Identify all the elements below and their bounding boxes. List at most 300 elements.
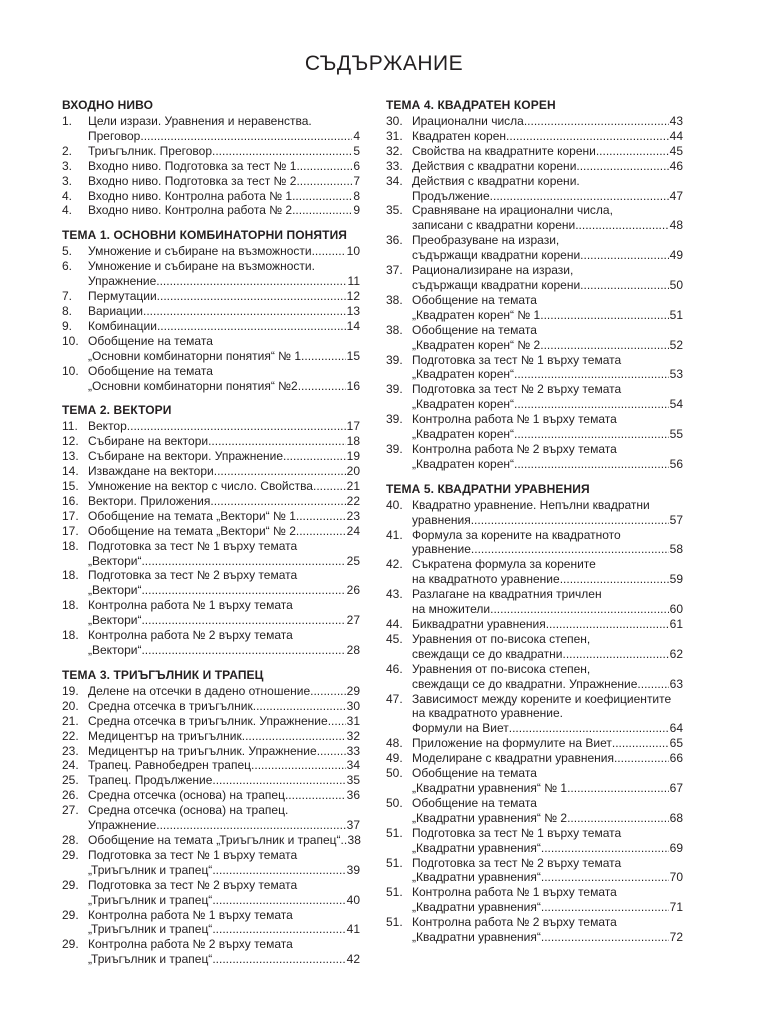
entry-title-line: Цели изрази. Уравнения и неравенства. xyxy=(88,114,312,128)
toc-entry[interactable] xyxy=(386,203,683,233)
entry-title-line: „Квадратен корен“ xyxy=(412,427,515,442)
dot-leader xyxy=(509,721,669,736)
toc-entry[interactable] xyxy=(62,334,360,364)
toc-entry[interactable] xyxy=(386,233,683,263)
dot-leader xyxy=(285,788,346,803)
dot-leader xyxy=(156,818,345,833)
entry-title-line: Обобщение на темата xyxy=(412,322,537,337)
toc-entry[interactable] xyxy=(62,449,360,464)
entry-title-line: Триъгълник. Преговор xyxy=(88,143,213,158)
toc-entry[interactable] xyxy=(386,144,683,159)
dot-leader xyxy=(328,714,346,729)
dot-leader xyxy=(251,758,346,773)
toc-entry[interactable] xyxy=(62,494,360,509)
page-number: 60 xyxy=(669,602,683,617)
entry-title-line: Свойства на квадратните корени xyxy=(412,143,596,158)
entry-number: 4. xyxy=(62,188,73,203)
entry-title-line: „Вектори“ xyxy=(88,553,142,568)
page-number: 33 xyxy=(346,743,360,758)
toc-entry[interactable] xyxy=(62,203,360,218)
entry-title-line: Умножение и събиране на възможности xyxy=(88,244,312,259)
toc-entry[interactable] xyxy=(62,319,360,334)
entry-number: 29. xyxy=(62,877,79,892)
dot-leader xyxy=(541,870,669,885)
toc-section xyxy=(62,227,360,393)
page-number: 46 xyxy=(669,158,683,173)
dot-leader xyxy=(140,129,352,144)
page-number: 25 xyxy=(346,553,360,568)
page-number: 40 xyxy=(346,892,360,907)
entry-title-line: Вариации xyxy=(88,303,144,318)
dot-leader xyxy=(157,319,346,334)
toc-entry[interactable] xyxy=(62,479,360,494)
entry-title-line: Подготовка за тест № 1 върху темата xyxy=(412,825,622,840)
dot-leader xyxy=(567,781,669,796)
toc-entry[interactable] xyxy=(386,617,683,632)
entry-title-line: Комбинации xyxy=(88,318,157,333)
page-number: 34 xyxy=(346,758,360,773)
entry-title-line: Входно ниво. Подготовка за тест № 1 xyxy=(88,158,297,173)
toc-entry[interactable] xyxy=(62,714,360,729)
entry-title-line: „Квадратни уравнения“ xyxy=(412,930,541,945)
dot-leader xyxy=(298,379,346,394)
entry-number: 51. xyxy=(386,825,403,840)
toc-entry[interactable] xyxy=(386,736,683,751)
page-title: СЪДЪРЖАНИЕ xyxy=(304,52,464,75)
page-number: 61 xyxy=(669,617,683,631)
dot-leader xyxy=(212,893,345,908)
dot-leader xyxy=(541,841,669,856)
dot-leader xyxy=(612,736,669,751)
entry-number: 43. xyxy=(386,587,403,602)
dot-leader xyxy=(580,278,668,293)
page-number: 30 xyxy=(346,698,360,713)
entry-number: 16. xyxy=(62,493,79,508)
toc-entry[interactable] xyxy=(386,498,683,528)
dot-leader xyxy=(292,189,352,204)
entry-number: 17. xyxy=(62,523,79,538)
toc-entry[interactable] xyxy=(386,382,683,412)
dot-leader xyxy=(575,218,668,233)
page-number: 59 xyxy=(669,572,683,587)
entry-title-line: Упражнение xyxy=(88,818,157,833)
toc-entry[interactable] xyxy=(62,699,360,714)
entry-number: 50. xyxy=(386,795,403,810)
entry-title-line: Биквадратни уравнения xyxy=(412,617,546,631)
entry-number: 29. xyxy=(62,847,79,862)
toc-entry[interactable] xyxy=(386,662,683,692)
page-number: 12 xyxy=(346,289,360,304)
toc-entry[interactable] xyxy=(386,129,683,144)
entry-title-line: Ирационални числа xyxy=(412,114,524,128)
entry-number: 21. xyxy=(62,713,79,728)
page-number: 35 xyxy=(346,773,360,788)
entry-number: 28. xyxy=(62,832,79,847)
dot-leader xyxy=(506,129,669,144)
page-number: 45 xyxy=(669,143,683,158)
toc-entry[interactable] xyxy=(62,524,360,539)
toc-entry[interactable] xyxy=(386,632,683,662)
entry-title-line: Рационализиране на изрази, xyxy=(412,263,574,278)
dot-leader xyxy=(212,922,345,937)
entry-title-line: Съкратена формула за корените xyxy=(412,557,596,572)
page-number: 72 xyxy=(669,930,683,945)
dot-leader xyxy=(283,449,346,464)
page-number: 21 xyxy=(346,479,360,494)
entry-number: 38. xyxy=(386,292,403,307)
entry-title-line: Входно ниво. Подготовка за тест № 2 xyxy=(88,173,297,188)
entry-title-line: на квадратното уравнение xyxy=(412,572,560,587)
page-number: 5 xyxy=(353,143,360,158)
dot-leader xyxy=(540,308,668,323)
entry-number: 7. xyxy=(62,289,73,304)
entry-title-line: Медицентър на триъгълник xyxy=(88,728,242,743)
entry-title-line: Разлагане на квадратния тричлен xyxy=(412,587,602,602)
entry-number: 38. xyxy=(386,322,403,337)
toc-entry[interactable] xyxy=(62,908,360,938)
toc-entry[interactable] xyxy=(62,568,360,598)
page-number: 67 xyxy=(669,780,683,795)
section-heading: ТЕМА 5. КВАДРАТНИ УРАВНЕНИЯ xyxy=(386,481,590,496)
entry-title-line: Вектор xyxy=(88,419,127,434)
dot-leader xyxy=(156,274,346,289)
dot-leader xyxy=(141,583,345,598)
entry-title-line: Контролна работа № 1 върху темата xyxy=(412,412,617,427)
entry-number: 5. xyxy=(62,244,73,259)
dot-leader xyxy=(141,613,345,628)
entry-number: 47. xyxy=(386,691,403,706)
entry-title-line: Преобразуване на изрази, xyxy=(412,233,560,248)
entry-number: 29. xyxy=(62,907,79,922)
toc-entry[interactable] xyxy=(62,259,360,289)
page-number: 23 xyxy=(346,508,360,523)
page-number: 66 xyxy=(669,751,683,766)
toc-entry[interactable] xyxy=(386,442,683,472)
section-heading: ТЕМА 4. КВАДРАТЕН КОРЕН xyxy=(386,98,556,112)
dot-leader xyxy=(490,602,669,617)
toc-section xyxy=(386,97,683,472)
entry-title-line: Формули на Виет xyxy=(412,721,509,736)
page-number: 43 xyxy=(669,114,683,128)
toc-entry[interactable] xyxy=(62,937,360,967)
entry-title-line: Квадратен корен xyxy=(412,128,507,143)
entry-number: 32. xyxy=(386,143,403,158)
dot-leader xyxy=(242,729,346,744)
dot-leader xyxy=(312,244,346,259)
entry-number: 29. xyxy=(62,937,79,952)
dot-leader xyxy=(310,684,346,699)
entry-title-line: Контролна работа № 1 върху темата xyxy=(88,598,293,613)
toc-column-right xyxy=(386,97,683,954)
toc-entry[interactable] xyxy=(62,848,360,878)
entry-title-line: свеждащи се до квадратни xyxy=(412,646,563,661)
toc-entry[interactable] xyxy=(62,304,360,319)
entry-title-line: Моделиране с квадратни уравнения xyxy=(412,751,614,766)
entry-title-line: Продължение xyxy=(412,188,490,203)
dot-leader xyxy=(141,643,345,658)
entry-number: 3. xyxy=(62,173,73,188)
entry-title-line: Средна отсечка в триъгълник xyxy=(88,698,253,713)
page-number: 14 xyxy=(346,318,360,333)
entry-title-line: съдържащи квадратни корени xyxy=(412,248,581,263)
dot-leader xyxy=(253,699,346,714)
entry-title-line: Контролна работа № 2 върху темата xyxy=(88,628,293,643)
entry-title-line: уравнение xyxy=(412,542,471,557)
dot-leader xyxy=(546,617,669,632)
toc-entry[interactable] xyxy=(386,796,683,826)
entry-number: 6. xyxy=(62,259,73,274)
entry-title-line: Подготовка за тест № 1 върху темата xyxy=(412,352,622,367)
toc-entry[interactable] xyxy=(62,598,360,628)
entry-number: 48. xyxy=(386,736,403,751)
page-number: 54 xyxy=(669,397,683,412)
entry-number: 18. xyxy=(62,598,79,613)
dot-leader xyxy=(296,159,352,174)
dot-leader xyxy=(596,144,669,159)
toc-entry[interactable] xyxy=(62,773,360,788)
dot-leader xyxy=(490,189,669,204)
entry-number: 44. xyxy=(386,617,403,631)
dot-leader xyxy=(212,952,345,967)
entry-title-line: „Квадратен корен“ xyxy=(412,397,515,412)
page-number: 65 xyxy=(669,736,683,751)
dot-leader xyxy=(210,494,345,509)
entry-number: 2. xyxy=(62,143,73,158)
dot-leader xyxy=(141,554,345,569)
page-number: 70 xyxy=(669,870,683,885)
dot-leader xyxy=(514,367,669,382)
entry-number: 46. xyxy=(386,661,403,676)
entry-title-line: Контролна работа № 2 върху темата xyxy=(88,937,293,952)
page-number: 56 xyxy=(669,456,683,471)
page-number: 24 xyxy=(346,523,360,538)
page-number: 19 xyxy=(346,449,360,464)
dot-leader xyxy=(614,751,669,766)
page-number: 69 xyxy=(669,840,683,855)
entry-number: 18. xyxy=(62,568,79,583)
entry-title-line: съдържащи квадратни корени xyxy=(412,277,581,292)
toc-entry[interactable] xyxy=(386,323,683,353)
toc-entry[interactable] xyxy=(62,803,360,833)
page-number: 9 xyxy=(353,203,360,218)
toc-entry[interactable] xyxy=(62,289,360,304)
entry-title-line: „Триъгълник и трапец“ xyxy=(88,892,213,907)
dot-leader xyxy=(313,479,346,494)
dot-leader xyxy=(214,464,346,479)
toc-entry[interactable] xyxy=(62,878,360,908)
toc-entry[interactable] xyxy=(386,766,683,796)
entry-number: 33. xyxy=(386,158,403,173)
entry-title-line: Контролна работа № 2 върху темата xyxy=(412,441,617,456)
entry-title-line: Вектори. Приложения xyxy=(88,493,211,508)
entry-title-line: Обобщение на темата „Вектори“ № 1 xyxy=(88,508,296,523)
entry-title-line: Контролна работа № 1 върху темата xyxy=(88,907,293,922)
entry-title-line: Зависимост между корените и коефициентите xyxy=(412,691,672,706)
toc-entry[interactable] xyxy=(386,826,683,856)
entry-number: 34. xyxy=(386,173,403,188)
dot-leader xyxy=(296,524,346,539)
dot-leader xyxy=(514,397,669,412)
toc-entry[interactable] xyxy=(62,419,360,434)
entry-title-line: Обобщение на темата xyxy=(412,795,537,810)
entry-title-line: „Квадратни уравнения“ xyxy=(412,900,541,915)
entry-title-line: Упражнение xyxy=(88,274,157,289)
toc-entry[interactable] xyxy=(386,174,683,204)
page-number: 50 xyxy=(669,277,683,292)
entry-title-line: Квадратно уравнение. Непълни квадратни xyxy=(412,497,650,512)
dot-leader xyxy=(541,930,669,945)
entry-number: 35. xyxy=(386,203,403,218)
entry-title-line: Умножение и събиране на възможности. xyxy=(88,259,315,274)
dot-leader xyxy=(637,677,668,692)
entry-title-line: Входно ниво. Контролна работа № 2 xyxy=(88,203,293,218)
entry-number: 10. xyxy=(62,333,79,348)
entry-number: 39. xyxy=(386,441,403,456)
page-number: 49 xyxy=(669,248,683,263)
toc-entry[interactable] xyxy=(62,628,360,658)
page-number: 52 xyxy=(669,337,683,352)
toc-entry[interactable] xyxy=(62,434,360,449)
toc-entry[interactable] xyxy=(62,159,360,174)
entry-title-line: на квадратното уравнение. xyxy=(412,706,564,721)
entry-title-line: Умножение на вектор с число. Свойства xyxy=(88,479,313,494)
toc-entry[interactable] xyxy=(62,509,360,524)
dot-leader xyxy=(567,811,669,826)
entry-title-line: „Основни комбинаторни понятия“ №2 xyxy=(88,378,298,393)
toc-entry[interactable] xyxy=(386,557,683,587)
toc-section xyxy=(62,97,360,218)
page-number: 8 xyxy=(353,188,360,203)
dot-leader xyxy=(212,773,345,788)
entry-title-line: Сравняване на ирационални числа, xyxy=(412,203,613,218)
page-number: 10 xyxy=(346,244,360,259)
page-number: 16 xyxy=(346,378,360,393)
entry-number: 25. xyxy=(62,773,79,788)
toc-entry[interactable] xyxy=(62,788,360,803)
entry-title-line: записани с квадратни корени xyxy=(412,218,576,233)
entry-title-line: Делене на отсечки в дадено отношение xyxy=(88,683,311,698)
entry-number: 49. xyxy=(386,751,403,766)
page-number: 22 xyxy=(346,493,360,508)
entry-number: 31. xyxy=(386,128,403,143)
toc-entry[interactable] xyxy=(62,758,360,773)
toc-entry[interactable] xyxy=(62,729,360,744)
entry-number: 26. xyxy=(62,788,79,803)
entry-title-line: Обобщение на темата xyxy=(88,333,213,348)
page-number: 31 xyxy=(346,713,360,728)
page-number: 11 xyxy=(347,274,360,289)
toc-entry[interactable] xyxy=(62,684,360,699)
section-heading: ВХОДНО НИВО xyxy=(62,98,154,112)
entry-number: 39. xyxy=(386,412,403,427)
page-number: 44 xyxy=(669,128,683,143)
toc-entry[interactable] xyxy=(386,692,683,737)
page-number: 36 xyxy=(346,788,360,803)
toc-entry[interactable] xyxy=(386,263,683,293)
toc-entry[interactable] xyxy=(386,751,683,766)
toc-entry[interactable] xyxy=(62,244,360,259)
page-number: 32 xyxy=(346,728,360,743)
entry-title-line: „Вектори“ xyxy=(88,583,142,598)
toc-entry[interactable] xyxy=(62,833,360,848)
toc-entry[interactable] xyxy=(62,114,360,144)
dot-leader xyxy=(560,572,669,587)
toc-section xyxy=(386,481,683,945)
entry-title-line: Събиране на вектори. Упражнение xyxy=(88,449,283,464)
page-number: 51 xyxy=(669,307,683,322)
page-number: 63 xyxy=(669,676,683,691)
toc-entry[interactable] xyxy=(62,744,360,759)
entry-title-line: Трапец. Продължение xyxy=(88,773,213,788)
dot-leader xyxy=(471,513,669,528)
entry-title-line: Контролна работа № 1 върху темата xyxy=(412,885,617,900)
toc-entry[interactable] xyxy=(386,856,683,886)
entry-number: 11. xyxy=(62,419,78,434)
toc-entry[interactable] xyxy=(386,159,683,174)
toc-entry[interactable] xyxy=(386,114,683,129)
toc-entry[interactable] xyxy=(386,915,683,945)
dot-leader xyxy=(296,509,346,524)
entry-title-line: Входно ниво. Контролна работа № 1 xyxy=(88,188,293,203)
entry-number: 3. xyxy=(62,158,73,173)
toc-entry[interactable] xyxy=(386,528,683,558)
page-number: 37 xyxy=(346,818,360,833)
toc-entry[interactable] xyxy=(386,587,683,617)
entry-number: 19. xyxy=(62,683,79,698)
entry-title-line: Обобщение на темата xyxy=(88,363,213,378)
entry-title-line: „Квадратен корен“ xyxy=(412,367,515,382)
toc-entry[interactable] xyxy=(386,412,683,442)
dot-leader xyxy=(563,647,669,662)
entry-title-line: „Вектори“ xyxy=(88,613,142,628)
entry-number: 41. xyxy=(386,527,403,542)
entry-title-line: „Триъгълник и трапец“ xyxy=(88,922,213,937)
page-number: 58 xyxy=(669,542,683,557)
entry-title-line: Събиране на вектори xyxy=(88,434,209,449)
toc-section xyxy=(62,667,360,967)
entry-title-line: „Квадратен корен“ № 2 xyxy=(412,337,541,352)
entry-number: 23. xyxy=(62,743,79,758)
page-number: 4 xyxy=(353,128,360,143)
toc-entry[interactable] xyxy=(62,539,360,569)
page-number: 62 xyxy=(669,646,683,661)
page-number: 47 xyxy=(669,188,683,203)
toc-entry[interactable] xyxy=(62,464,360,479)
toc-entry[interactable] xyxy=(386,353,683,383)
dot-leader xyxy=(127,419,346,434)
page-number: 17 xyxy=(346,419,360,434)
entry-title-line: Средна отсечка (основа) на трапец xyxy=(88,788,285,803)
entry-title-line: Обобщение на темата xyxy=(412,766,537,781)
dot-leader xyxy=(576,159,668,174)
toc-entry[interactable] xyxy=(62,189,360,204)
entry-title-line: Формула за корените на квадратното xyxy=(412,527,621,542)
page-number: 57 xyxy=(669,512,683,527)
toc-entry[interactable] xyxy=(386,293,683,323)
toc-entry[interactable] xyxy=(62,174,360,189)
toc-entry[interactable] xyxy=(62,364,360,394)
toc-entry[interactable] xyxy=(62,144,360,159)
entry-number: 45. xyxy=(386,631,403,646)
dot-leader xyxy=(157,289,346,304)
entry-number: 17. xyxy=(62,508,79,523)
entry-title-line: Обобщение на темата „Вектори“ № 2 xyxy=(88,523,296,538)
page-number: 68 xyxy=(669,810,683,825)
section-heading: ТЕМА 1. ОСНОВНИ КОМБИНАТОРНИ ПОНЯТИЯ xyxy=(62,228,348,243)
entry-title-line: Подготовка за тест № 1 върху темата xyxy=(88,538,298,553)
page-number: 6 xyxy=(353,158,360,173)
toc-entry[interactable] xyxy=(386,885,683,915)
